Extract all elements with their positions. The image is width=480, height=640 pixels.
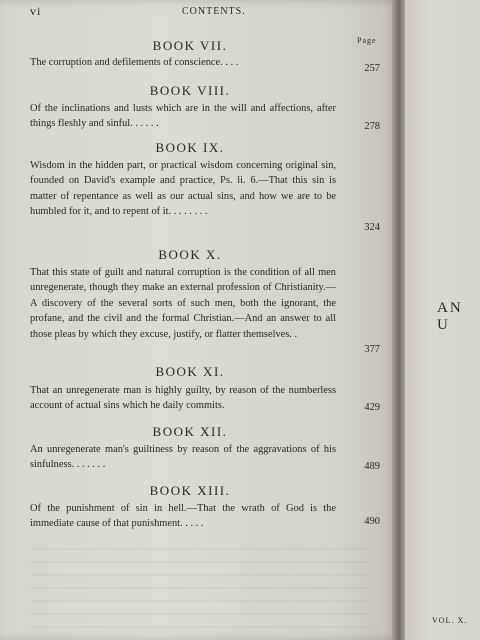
book-heading: BOOK XI. <box>155 364 225 379</box>
book-heading: BOOK IX. <box>155 140 225 155</box>
right-page-title: AN U <box>437 300 463 333</box>
book-heading: BOOK X. <box>158 247 222 262</box>
book-description: An unregenerate man's guiltiness by reason of the aggravations of his sinfulness. . . . . . . <box>30 444 336 471</box>
page-reference: 278 <box>364 121 380 132</box>
page-reference: 377 <box>364 344 380 355</box>
book-description: Of the inclinations and lusts which are in the will and affections, after things fleshly and sinful. . . . . . <box>30 103 336 130</box>
book-heading: BOOK XII. <box>152 424 228 439</box>
page-reference: 429 <box>364 402 380 413</box>
right-page-volume: VOL. X. <box>432 616 468 625</box>
show-through-text <box>30 548 370 638</box>
page-column-label: Page <box>357 36 377 45</box>
book-heading: BOOK XIII. <box>149 483 231 498</box>
page-reference: 324 <box>364 222 380 233</box>
book-heading: BOOK VII. <box>152 38 228 53</box>
book-description: Wisdom in the hidden part, or practical wisdom concerning original sin, founded on David's example and practice, Ps. li. 6.—That this sin is matter of repentance as well as our actual sins, and how we are to be humbled for it, and to repent of it. . . . . . . . <box>30 160 336 218</box>
page-reference: 490 <box>364 516 380 527</box>
book-description: That this state of guilt and natural corruption is the condition of all men unregenerate, though they make an external profession of Christianity.—A discovery of the several sorts of such men, both the ignorant, the profane, and the civil and the formal Christian.—And an answer to all those pleas by which they excuse, justify, or flatter themselves. . <box>30 267 336 340</box>
running-head-title: CONTENTS. <box>182 6 246 17</box>
page-number: vi <box>30 4 42 18</box>
book-gutter <box>392 0 406 640</box>
book-description: Of the punishment of sin in hell.—That the wrath of God is the immediate cause of that punishment. . . . . <box>30 503 336 530</box>
book-heading: BOOK VIII. <box>149 83 231 98</box>
page-reference: 257 <box>364 63 380 74</box>
book-description: That an unregenerate man is highly guilty, by reason of the numberless account of actual sins which he daily commits. <box>30 385 336 412</box>
page-reference: 489 <box>364 461 380 472</box>
book-description: The corruption and defilements of conscience. . . . <box>30 57 239 68</box>
